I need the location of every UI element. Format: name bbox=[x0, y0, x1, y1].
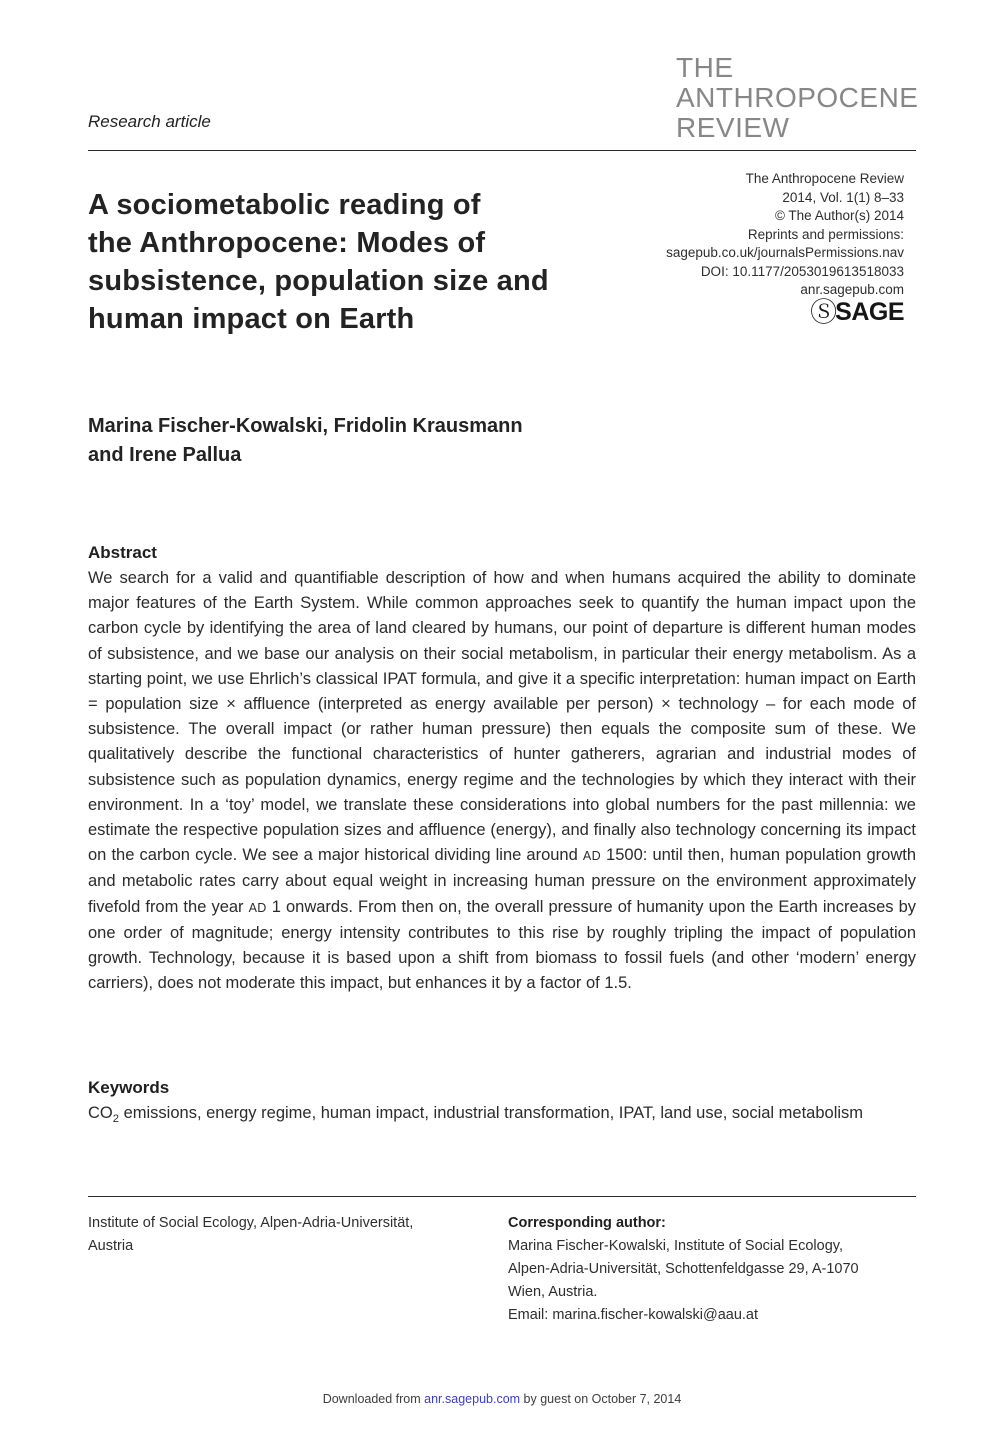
citation-block bbox=[666, 170, 904, 327]
corresponding-author-email: Email: marina.fischer-kowalski@aau.at bbox=[508, 1307, 759, 1323]
abstract-section bbox=[88, 543, 916, 996]
journal-logo bbox=[676, 53, 918, 143]
article-title-line: subsistence, population size and bbox=[88, 265, 549, 297]
corresponding-author-line: Alpen-Adria-Universität, Schottenfeldgasse 29, A-1070 bbox=[508, 1261, 859, 1277]
authors bbox=[88, 412, 523, 470]
citation-journal: The Anthropocene Review bbox=[745, 171, 904, 186]
corresponding-author-note bbox=[508, 1212, 920, 1327]
article-title bbox=[88, 186, 549, 338]
affiliation-line: Institute of Social Ecology, Alpen-Adria-Universität, bbox=[88, 1215, 414, 1231]
citation-doi: DOI: 10.1177/2053019613518033 bbox=[700, 263, 904, 279]
journal-logo-line: THE bbox=[676, 52, 734, 83]
sage-logo bbox=[666, 297, 904, 327]
abstract-part: We search for a valid and quantifiable description of how and when humans acquired the ability to dominate major features of the Earth System. While common approaches seek to quantify the human impact upon the carbon cycle by identifying the area of land cleared by humans, our point of departure is different human modes of subsistence, and we base our analysis on their social metabolism, in particular their energy metabolism. As a starting point, we use Ehrlich’s classical IPAT formula, and give it a specific interpretation: human impact on Earth = population size × affluence (interpreted as energy available per person) × technology – for each mode of subsistence. The overall impact (or rather human pressure) then equals the composite sum of these. We qualitatively describe the functional characteristics of hunter gatherers, agrarian and industrial modes of subsistence such as population dynamics, energy regime and the technologies by which they interact with their environment. In a ‘toy’ model, we translate these considerations into global numbers for the past millennia: we estimate the respective population sizes and affluence (energy), and finally also technology concerning its impact on the carbon cycle. We see a major historical dividing line around bbox=[88, 569, 916, 865]
article-title-line: human impact on Earth bbox=[88, 303, 415, 335]
abstract-heading: Abstract bbox=[88, 543, 157, 562]
citation-website: anr.sagepub.com bbox=[800, 282, 904, 297]
download-footer-suffix: by guest on October 7, 2014 bbox=[520, 1392, 682, 1406]
keywords-heading: Keywords bbox=[88, 1078, 170, 1097]
footnote-divider bbox=[88, 1196, 916, 1197]
header-divider bbox=[88, 150, 916, 151]
citation-reprints: Reprints and permissions: bbox=[747, 226, 904, 242]
article-title-line: A sociometabolic reading of bbox=[88, 189, 481, 221]
corresponding-author-line: Marina Fischer-Kowalski, Institute of Social Ecology, bbox=[508, 1238, 843, 1254]
abstract-ad-smallcaps: AD bbox=[582, 849, 601, 864]
keywords-section bbox=[88, 1078, 916, 1132]
corresponding-author-line: Wien, Austria. bbox=[508, 1284, 598, 1300]
article-type-label: Research article bbox=[88, 112, 211, 131]
citation-permissions-url: sagepub.co.uk/journalsPermissions.nav bbox=[666, 245, 904, 260]
authors-line: and Irene Pallua bbox=[88, 444, 242, 466]
journal-logo-line: REVIEW bbox=[676, 112, 790, 143]
authors-line: Marina Fischer-Kowalski, Fridolin Krausmann bbox=[88, 415, 523, 437]
abstract-text bbox=[88, 566, 916, 996]
keyword-co2-subscript: 2 bbox=[112, 1113, 119, 1125]
citation-volume: 2014, Vol. 1(1) 8–33 bbox=[782, 189, 904, 205]
corresponding-author-heading: Corresponding author: bbox=[508, 1215, 666, 1231]
keywords-text bbox=[88, 1101, 916, 1132]
sage-wordmark: SAGE bbox=[835, 297, 904, 326]
citation-copyright: © The Author(s) 2014 bbox=[774, 208, 904, 223]
journal-logo-line: ANTHROPOCENE bbox=[676, 82, 919, 113]
keyword-co2-prefix: CO bbox=[88, 1104, 113, 1122]
footer-link[interactable]: anr.sagepub.com bbox=[424, 1392, 521, 1406]
affiliation-line: Austria bbox=[88, 1238, 134, 1254]
sage-s-icon: Ⓢ bbox=[810, 297, 836, 327]
article-title-line: the Anthropocene: Modes of bbox=[88, 227, 486, 259]
keywords-list: emissions, energy regime, human impact, industrial transformation, IPAT, land use, social metabolism bbox=[119, 1104, 864, 1122]
abstract-ad-smallcaps: AD bbox=[248, 900, 267, 915]
download-footer-prefix: Downloaded from bbox=[322, 1392, 425, 1406]
abstract-part: 1 onwards. From then on, the overall pressure of humanity upon the Earth increases by one order of magnitude; energy intensity contributes to this rise by roughly tripling the impact of population growth. Technology, because it is based upon a shift from biomass to fossil fuels (and other ‘modern’ energy carriers), does not moderate this impact, but enhances it by a factor of 1.5. bbox=[88, 897, 917, 993]
abstract-part: 1500: until then, human population growth and metabolic rates carry about equal weight in increasing human pressure on the environment approximately fivefold from the year bbox=[88, 846, 916, 916]
download-footer bbox=[0, 1392, 1004, 1406]
affiliation-note bbox=[88, 1212, 488, 1258]
